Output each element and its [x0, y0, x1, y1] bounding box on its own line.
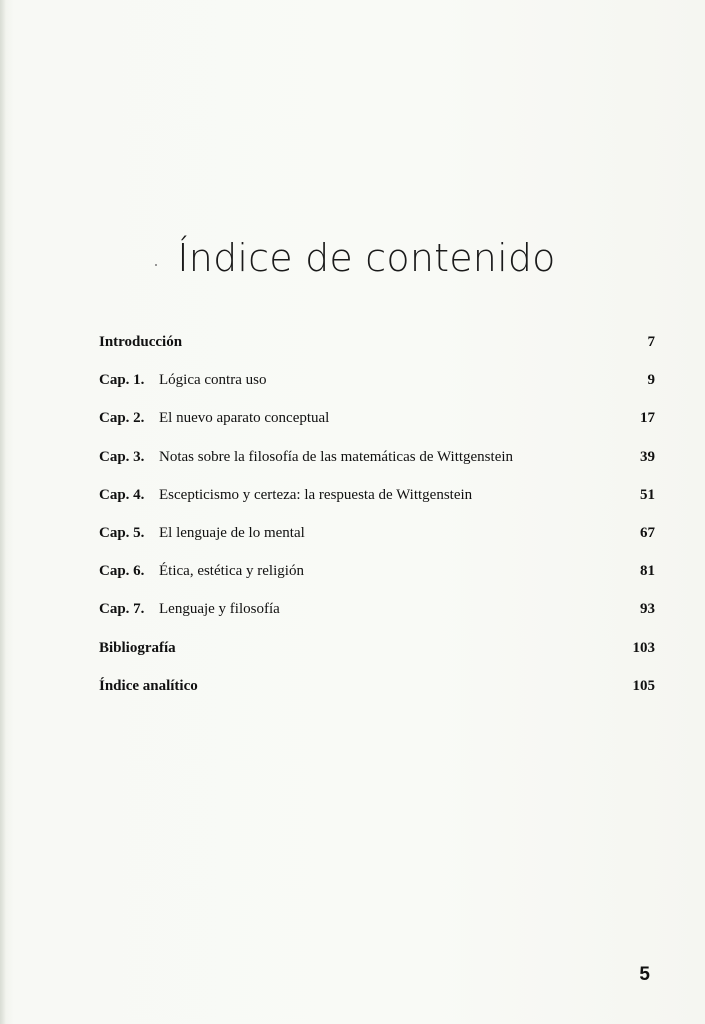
- toc-entry-page: 51: [640, 486, 655, 503]
- toc-chapter-number: Cap. 2.: [99, 410, 145, 427]
- toc-entry-title: Ética, estética y religión: [159, 563, 304, 580]
- toc-entry-title: Introducción: [99, 334, 183, 350]
- page-title: Índice de contenido: [177, 236, 556, 280]
- toc-chapter-number: Cap. 6.: [99, 563, 145, 580]
- toc-entry-title: El lenguaje de lo mental: [159, 524, 305, 541]
- toc-entry-chapter-7: [99, 601, 655, 639]
- toc-entry-page: 103: [632, 639, 655, 656]
- toc-entry-title: Bibliografía: [99, 639, 176, 656]
- toc-entry-title: Escepticismo y certeza: la respuesta de Wittgenstein: [159, 486, 473, 503]
- toc-entry-title: Índice analítico: [99, 677, 198, 694]
- toc-entry-title: Lógica contra uso: [159, 372, 267, 389]
- toc-entry-chapter-6: [99, 563, 655, 601]
- toc-entry-title: El nuevo aparato conceptual: [159, 410, 330, 427]
- toc-chapter-number: Cap. 7.: [99, 601, 145, 618]
- toc-chapter-number: Cap. 3.: [99, 448, 145, 465]
- toc-entry-page: 39: [640, 448, 655, 465]
- toc-entry-chapter-5: [99, 525, 655, 563]
- toc-chapter-number: Cap. 5.: [99, 524, 145, 541]
- toc-entry-chapter-1: [99, 372, 655, 410]
- toc-entry-bibliography: [99, 640, 655, 678]
- spine-shadow: [0, 0, 6, 1024]
- toc-entry-page: 105: [632, 677, 655, 694]
- toc-entry-chapter-3: [99, 449, 655, 487]
- toc-chapter-number: Cap. 1.: [99, 372, 145, 389]
- toc-entry-page: 17: [640, 410, 655, 427]
- toc-entry-page: 7: [647, 334, 655, 350]
- toc-entry-title: Notas sobre la filosofía de las matemáticas de Wittgenstein: [159, 448, 514, 465]
- toc-entry-page: 67: [640, 524, 655, 541]
- page-number: 5: [639, 964, 650, 985]
- toc-entry-page: 9: [647, 372, 655, 389]
- toc-chapter-number: Cap. 4.: [99, 486, 145, 503]
- toc-entry-title: Lenguaje y filosofía: [159, 601, 280, 618]
- toc-entry-chapter-2: [99, 410, 655, 448]
- table-of-contents: [99, 334, 655, 716]
- toc-entry-page: 81: [640, 563, 655, 580]
- toc-entry-index: [99, 678, 655, 716]
- toc-entry-chapter-4: [99, 487, 655, 525]
- toc-entry-introduction: [99, 334, 655, 372]
- toc-entry-page: 93: [640, 601, 655, 618]
